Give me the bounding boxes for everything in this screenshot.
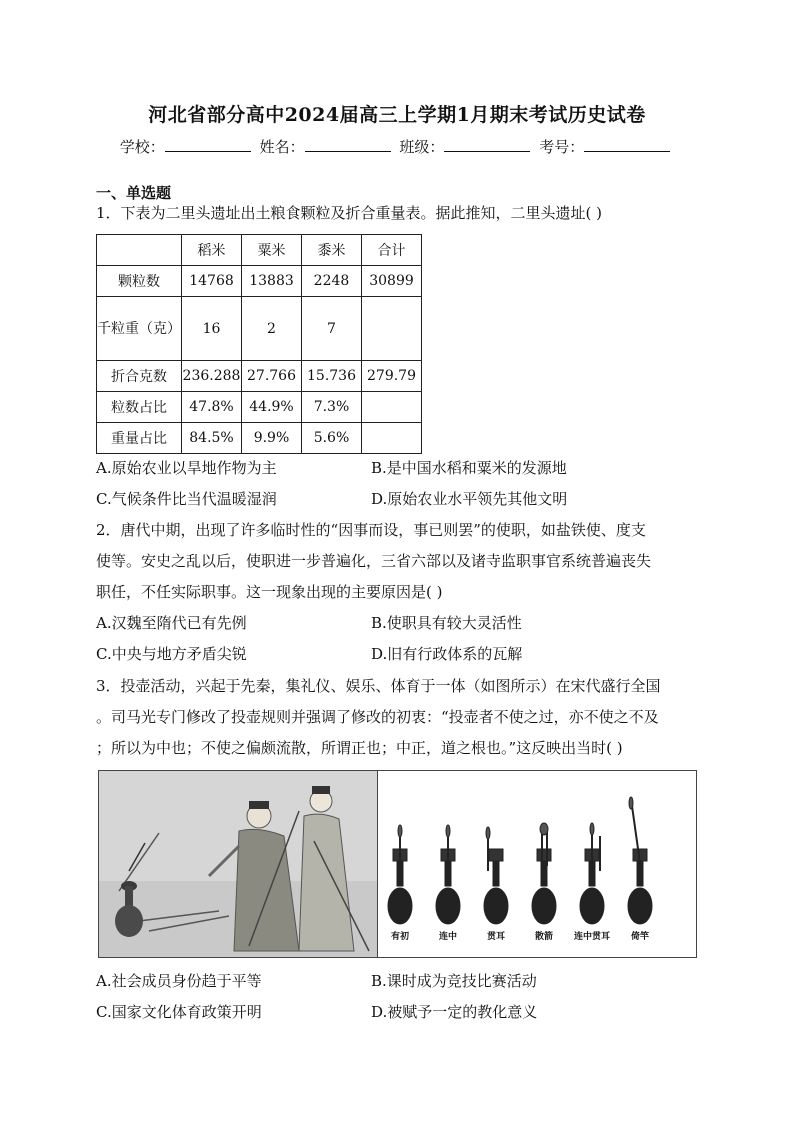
name-blank[interactable] — [305, 139, 391, 152]
question-2-stem: 2．唐代中期，出现了许多临时性的“因事而设，事已则罢”的使职，如盐铁使、度支 使等。安史之乱以后，使职进一步普遍化，三省六部以及诸寺监职事官系统普遍丧失 职任，不任实际职事。这一现象出现的主要原因是( ) — [96, 521, 652, 601]
option-c[interactable]: C.国家文化体育政策开明 — [96, 1003, 262, 1021]
table-row — [97, 392, 422, 423]
table-cell: 30899 — [362, 266, 422, 297]
question-3-options — [96, 966, 696, 1028]
pot-label: 贯耳 — [486, 932, 505, 942]
touhu-figure — [98, 770, 697, 958]
option-c[interactable]: C.中央与地方矛盾尖锐 — [96, 645, 247, 663]
table-cell: 15.736 — [302, 361, 362, 392]
table-cell: 7.3% — [302, 392, 362, 423]
table-cell: 2248 — [302, 266, 362, 297]
table-row — [97, 361, 422, 392]
table-cell: 236.288 — [182, 361, 242, 392]
option-b[interactable]: B.是中国水稻和粟米的发源地 — [371, 459, 567, 477]
table-cell: 13883 — [242, 266, 302, 297]
touhu-diagrams — [378, 771, 696, 957]
exam-title: 河北省部分高中2024届高三上学期1月期末考试历史试卷 — [148, 104, 646, 126]
table-header-cell: 合计 — [362, 235, 422, 266]
option-a[interactable]: A.汉魏至隋代已有先例 — [96, 614, 247, 632]
table-cell — [362, 392, 422, 423]
table-cell: 27.766 — [242, 361, 302, 392]
table-row — [97, 423, 422, 454]
table-cell: 84.5% — [182, 423, 242, 454]
option-a[interactable]: A.原始农业以旱地作物为主 — [96, 459, 277, 477]
pot-label: 倚竿 — [630, 932, 649, 942]
table-cell — [362, 423, 422, 454]
table-cell: 粒数占比 — [97, 392, 182, 423]
number-blank[interactable] — [584, 139, 670, 152]
table-cell — [97, 235, 182, 266]
section-heading: 一、单选题 — [96, 184, 172, 202]
table-cell: 47.8% — [182, 392, 242, 423]
painting-image — [99, 771, 377, 957]
option-d[interactable]: D.原始农业水平领先其他文明 — [371, 490, 568, 508]
table-header-cell: 粟米 — [242, 235, 302, 266]
pot-label: 有初 — [390, 932, 409, 942]
option-b[interactable]: B.课时成为竞技比赛活动 — [371, 972, 537, 990]
table-cell: 16 — [182, 297, 242, 361]
grain-table — [96, 234, 422, 454]
table-cell: 折合克数 — [97, 361, 182, 392]
table-header-cell: 稻米 — [182, 235, 242, 266]
table-header-row — [97, 235, 422, 266]
touhu-painting — [99, 771, 378, 957]
pot-label: 连中 — [438, 932, 457, 942]
question-3-stem: 3．投壶活动，兴起于先秦，集礼仪、娱乐、体育于一体（如图所示）在宋代盛行全国 。司马光专门修改了投壶规则并强调了修改的初衷：“投壶者不使之过，亦不使之不及 ；所以为中也；不使之偏颇流散，所谓正也；中正，道之根也。”这反映出当时( ) — [96, 677, 661, 757]
option-d[interactable]: D.旧有行政体系的瓦解 — [371, 645, 523, 663]
option-c[interactable]: C.气候条件比当代温暖湿润 — [96, 490, 277, 508]
table-row — [97, 266, 422, 297]
table-cell: 重量占比 — [97, 423, 182, 454]
table-cell — [362, 297, 422, 361]
school-blank[interactable] — [165, 139, 251, 152]
name-label: 姓名： — [259, 138, 305, 156]
question-1-stem: 1．下表为二里头遗址出土粮食颗粒及折合重量表。据此推知，二里头遗址( ) — [96, 204, 603, 222]
table-cell: 千粒重（克） — [97, 297, 182, 361]
pot-label: 连中贯耳 — [573, 932, 610, 942]
question-1-options — [96, 453, 696, 515]
table-cell: 颗粒数 — [97, 266, 182, 297]
student-info-line — [0, 136, 794, 157]
table-cell: 2 — [242, 297, 302, 361]
question-2-options — [96, 608, 696, 670]
table-cell: 7 — [302, 297, 362, 361]
table-cell: 5.6% — [302, 423, 362, 454]
class-label: 班级： — [399, 138, 445, 156]
table-cell: 279.79 — [362, 361, 422, 392]
option-b[interactable]: B.使职具有较大灵活性 — [371, 614, 522, 632]
pot-label: 散箭 — [534, 932, 553, 942]
class-blank[interactable] — [444, 139, 530, 152]
option-d[interactable]: D.被赋予一定的教化意义 — [371, 1003, 538, 1021]
table-cell: 14768 — [182, 266, 242, 297]
table-header-cell: 黍米 — [302, 235, 362, 266]
table-cell: 44.9% — [242, 392, 302, 423]
table-cell: 9.9% — [242, 423, 302, 454]
school-label: 学校： — [119, 138, 165, 156]
option-a[interactable]: A.社会成员身份趋于平等 — [96, 972, 262, 990]
number-label: 考号： — [539, 138, 585, 156]
table-row — [97, 297, 422, 361]
